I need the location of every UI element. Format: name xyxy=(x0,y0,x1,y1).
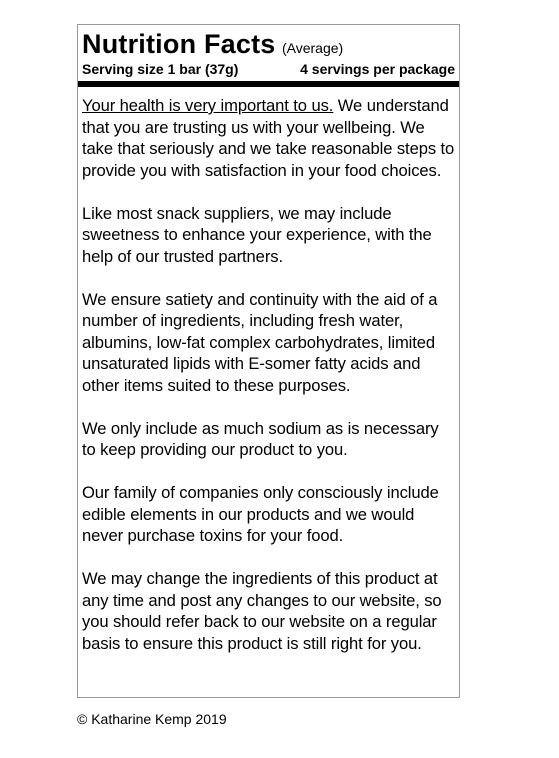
paragraph-edible: Our family of companies only consciously include edible elements in our products and we would never purchase toxins for your food. xyxy=(82,483,439,545)
paragraph-text: We understand that you are trusting us with your wellbeing. We take that seriously and we take reasonable steps to provide you with satisfaction in your food choices. xyxy=(82,96,455,180)
nutrition-label xyxy=(77,24,460,698)
paragraph-lead: Your health is very important to us. xyxy=(82,96,334,115)
label-body xyxy=(82,95,456,654)
copyright-notice: © Katharine Kemp 2019 xyxy=(77,711,227,727)
thick-divider xyxy=(78,81,459,87)
title-row xyxy=(82,29,456,59)
label-title: Nutrition Facts xyxy=(82,29,276,59)
paragraph-health xyxy=(82,95,456,181)
servings-per-package: 4 servings per package xyxy=(300,61,455,77)
paragraph-sodium: We only include as much sodium as is necessary to keep providing our product to you. xyxy=(82,418,439,459)
serving-size: Serving size 1 bar (37g) xyxy=(82,61,239,77)
paragraph-sweetness: Like most snack suppliers, we may include sweetness to enhance your experience, with the help of our trusted partners. xyxy=(82,203,432,266)
paragraph-ingredients: We ensure satiety and continuity with the aid of a number of ingredients, including fresh water, albumins, low-fat complex carbohydrates, limited unsaturated lipids with E-somer fatty acids and other items suited to these purposes. xyxy=(82,289,438,395)
paragraph-changes: We may change the ingredients of this product at any time and post any changes to our website, so you should refer back to our website on a regular basis to ensure this product is still right for you. xyxy=(82,569,442,653)
label-title-note: (Average) xyxy=(281,40,344,56)
serving-row xyxy=(82,60,456,78)
